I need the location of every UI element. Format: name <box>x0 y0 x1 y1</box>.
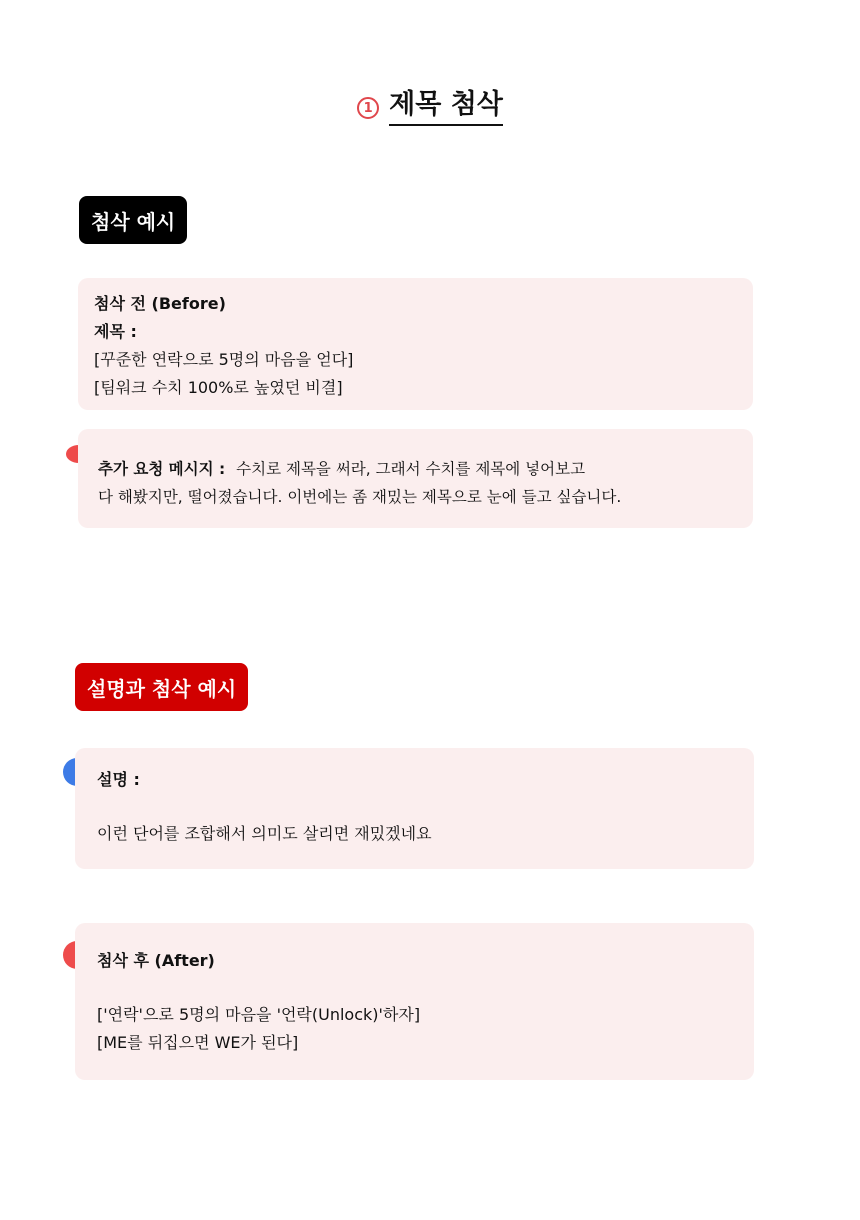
request-line-2: 다 해봤지만, 떨어졌습니다. 이번에는 좀 재밌는 제목으로 눈에 들고 싶습니다. <box>98 488 622 506</box>
explain-text: 이런 단어를 조합해서 의미도 살리면 재밌겠네요 <box>97 824 432 843</box>
example-tag: 첨삭 예시 <box>79 196 187 244</box>
explain-card <box>75 748 754 869</box>
circled-number-icon: 1 <box>357 97 379 119</box>
before-title-line: [팀워크 수치 100%로 높였던 비결] <box>94 378 343 397</box>
request-text: 수치로 제목을 써라, 그래서 수치를 제목에 넣어보고 <box>236 460 586 478</box>
after-card <box>75 923 754 1080</box>
after-title-line: [ME를 뒤집으면 WE가 된다] <box>97 1033 299 1052</box>
explain-heading: 설명 : <box>97 770 140 789</box>
request-card <box>78 429 753 528</box>
after-title-line: ['연락'으로 5명의 마음을 '언락(Unlock)'하자] <box>97 1005 421 1024</box>
before-heading: 첨삭 전 (Before) <box>94 294 226 313</box>
before-title-line: [꾸준한 연락으로 5명의 마음을 얻다] <box>94 350 354 369</box>
explain-tag: 설명과 첨삭 예시 <box>75 663 248 711</box>
request-label: 추가 요청 메시지 : <box>98 460 226 478</box>
after-heading: 첨삭 후 (After) <box>97 951 215 970</box>
before-title-label: 제목 : <box>94 322 137 341</box>
request-line-1 <box>98 455 733 483</box>
page-title <box>0 88 860 126</box>
title-text: 제목 첨삭 <box>389 88 503 126</box>
before-card <box>78 278 753 410</box>
